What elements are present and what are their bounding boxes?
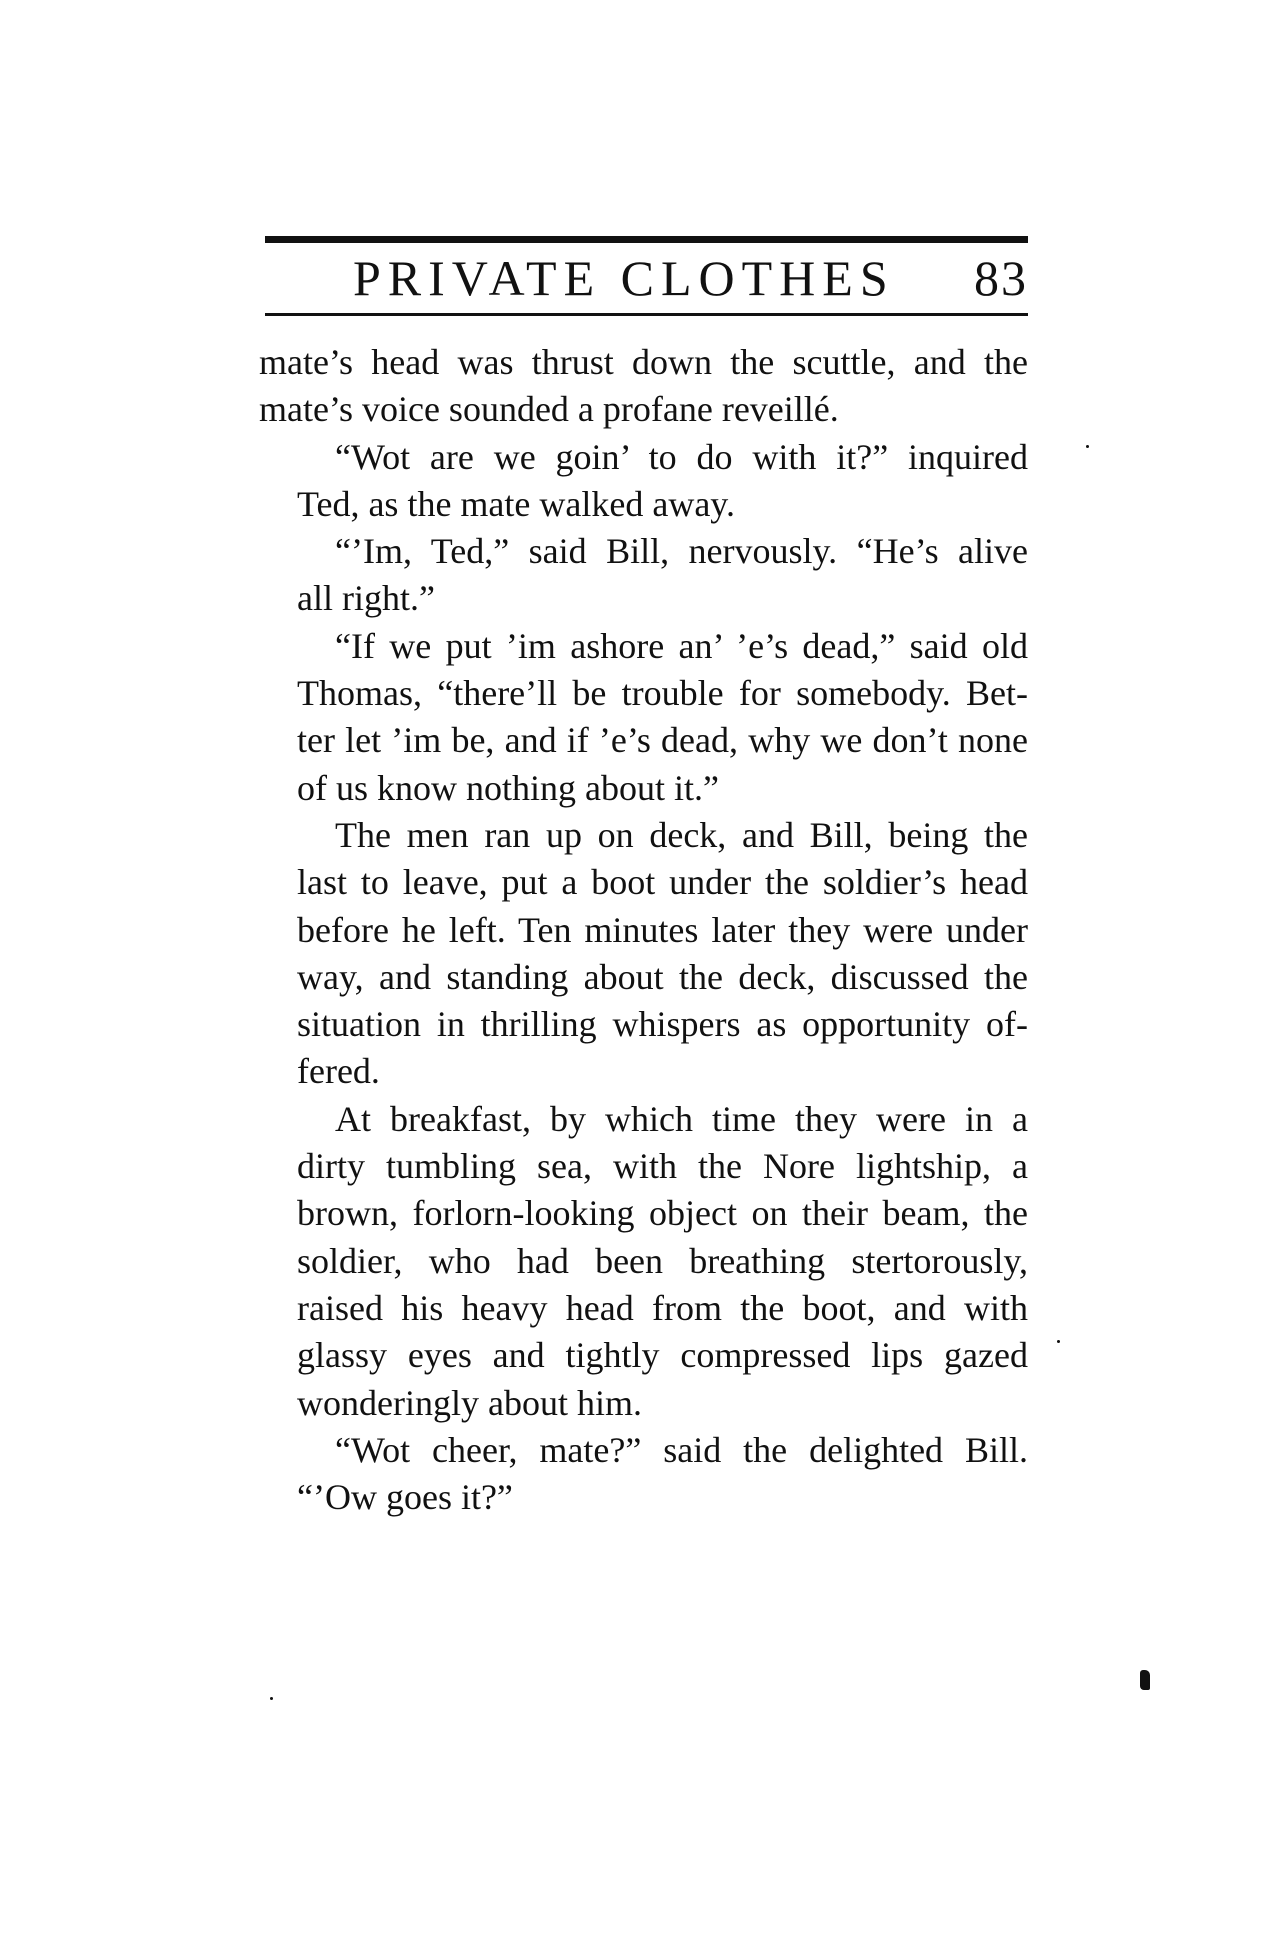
text-line: wonderingly about him. [297,1382,642,1423]
text-line: Ted, as the mate walked away. [297,483,735,524]
paragraph [259,528,1028,623]
header-rule-top [265,236,1028,243]
text-line: brown, forlorn-looking object on their beam, the [297,1193,1028,1234]
text-line: dirty tumbling sea, with the Nore lightship, a [297,1146,1028,1187]
text-line: “’Im, Ted,” said Bill, nervously. “He’s alive [335,531,1028,572]
paragraph [259,339,1028,434]
text-line: ter let ’im be, and if ’e’s dead, why we don’t none [297,720,1028,761]
print-speck [1086,445,1089,448]
paragraph [259,1427,1028,1522]
text-line: of us know nothing about it.” [297,767,719,808]
paragraph [259,623,1028,812]
text-line: “Wot cheer, mate?” said the delighted Bill. [335,1429,1028,1470]
running-head [265,246,1028,310]
text-line: “Wot are we goin’ to do with it?” inquired [335,436,1028,477]
text-line: soldier, who had been breathing stertorously, [297,1240,1028,1281]
text-line: At breakfast, by which time they were in a [335,1098,1028,1139]
text-line: mate’s voice sounded a profane reveillé. [259,389,839,430]
print-speck [1057,1340,1060,1343]
paragraph [259,1096,1028,1427]
text-line: last to leave, put a boot under the soldier’s head [297,862,1028,903]
paragraph [259,812,1028,1096]
text-line: “If we put ’im ashore an’ ’e’s dead,” said old [335,625,1028,666]
paragraph [259,434,1028,529]
text-line: glassy eyes and tightly compressed lips gazed [297,1335,1028,1376]
text-line: “’Ow goes it?” [297,1477,513,1518]
text-line: raised his heavy head from the boot, and with [297,1287,1028,1328]
page-number: 83 [974,250,1028,306]
text-line: way, and standing about the deck, discussed the [297,956,1028,997]
ink-blot [1140,1670,1150,1690]
text-line: before he left. Ten minutes later they were under [297,909,1028,950]
header-rule-bottom [265,313,1028,316]
text-line: mate’s head was thrust down the scuttle, and the [259,342,1028,382]
text-line: fered. [297,1051,380,1092]
text-line: situation in thrilling whispers as opportunity of- [297,1004,1028,1045]
text-line: Thomas, “there’ll be trouble for somebody. Bet- [297,673,1028,714]
text-line: The men ran up on deck, and Bill, being the [335,814,1028,855]
text-line: all right.” [297,578,435,619]
running-title: PRIVATE CLOTHES [353,250,895,306]
print-speck [270,1697,273,1700]
body-text [259,339,1028,1521]
